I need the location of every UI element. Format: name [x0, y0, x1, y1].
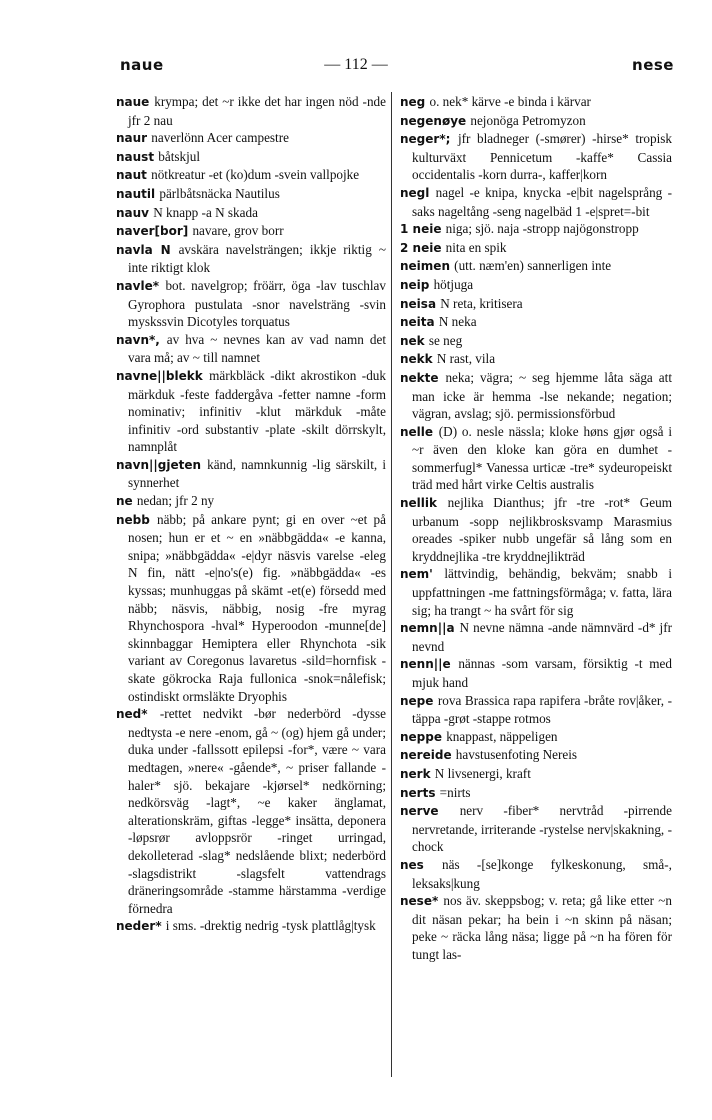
entry-definition: bot. navelgrop; fröärr, öga -lav tuschlav Gyrophora pustulata -snor navelsträng -svin myskssvin Dicotyles torquatus [128, 277, 386, 330]
entry-definition: navare, grov borr [192, 223, 284, 239]
entry-headword: 2 neie [400, 240, 442, 255]
entry-definition: N rast, vila [436, 351, 496, 367]
entry-definition: jfr bladneger (-smører) -hirse* tropisk kulturväxt Pennicetum -kaffe* Cassia occidentalis -korn durra-, kaffer|korn [412, 131, 672, 183]
entry-headword: negenøye [400, 113, 467, 128]
entry-definition: nerv -fiber* nervtråd -pirrende nervretande, irriterande -rystelse nerv|skakning, -chock [412, 803, 672, 855]
dictionary-entry [400, 93, 672, 112]
entry-headword: nese* [400, 894, 439, 909]
entry-headword: nem' [400, 567, 433, 582]
entry-definition: nännas -som varsam, försiktig -t med mjuk hand [412, 656, 672, 690]
entry-definition: neka; vägra; ~ seg hjemme låta säga att man icke är hemma -lse nekande; negation; vägran, avslag; sjö. permissionsförbud [412, 369, 672, 422]
entry-headword: ned* [116, 707, 148, 722]
entry-definition: märkbläck -dikt akrostikon -duk märkduk -feste faddergåva -fetter namne -form nominativ; infinitiv -klut märkduk -måte infinitiv -ord substantiv -plate -skilt dörrskylt, namnplåt [128, 367, 386, 455]
entry-definition: naverlönn Acer campestre [151, 130, 289, 146]
entry-definition: hötjuga [433, 276, 474, 292]
entry-definition: rova Brassica rapa rapifera -bråte rov|åker, -täppa -grøt -stappe rotmos [412, 692, 672, 727]
entry-definition: i sms. -drektig nedrig -tysk plattlåg|tysk [165, 918, 376, 934]
entry-definition: båtskjul [158, 148, 201, 164]
entry-headword: nerk [400, 766, 431, 781]
entry-headword: nelle [400, 424, 434, 439]
entry-definition: av hva ~ nevnes kan av vad namn det vara må; av ~ till namnet [128, 331, 386, 366]
entry-headword: ne [116, 494, 133, 509]
dictionary-entry [400, 784, 672, 803]
entry-headword: negl [400, 185, 430, 200]
entry-definition: =nirts [439, 784, 471, 800]
entry-definition: niga; sjö. naja -stropp najögonstropp [445, 221, 639, 237]
entry-definition: knappast, näppeligen [446, 728, 558, 744]
dictionary-entry [400, 332, 672, 351]
entry-headword: neita [400, 315, 435, 330]
entry-definition: näs -[se]konge fylkeskonung, små-, leksaks|kung [412, 856, 672, 891]
entry-headword: naut [116, 168, 147, 183]
entry-definition: krympa; det ~r ikke det har ingen nöd -nde jfr 2 nau [128, 94, 386, 128]
dictionary-entry [400, 892, 672, 963]
entry-definition: pärlbåtsnäcka Nautilus [159, 185, 280, 201]
entry-definition: N nevne nämna -ande nämnvärd -d* jfr nevnd [412, 620, 672, 654]
entry-headword: 1 neie [400, 222, 442, 237]
entry-headword: navla N [116, 242, 171, 257]
dictionary-entry [400, 619, 672, 655]
entry-headword: navne||blekk [116, 368, 203, 383]
entry-headword: nes [400, 857, 424, 872]
entry-headword: navn||gjeten [116, 457, 202, 472]
dictionary-entry [400, 313, 672, 332]
dictionary-entry [400, 350, 672, 369]
dictionary-entry [116, 166, 386, 185]
entry-headword: nellik [400, 496, 438, 511]
entry-headword: nerve [400, 804, 439, 819]
left-column [116, 93, 386, 936]
dictionary-entry [400, 655, 672, 691]
dictionary-entry [400, 746, 672, 765]
entry-headword: nereide [400, 748, 452, 763]
entry-definition: N livsenergi, kraft [434, 765, 531, 781]
dictionary-entry [116, 129, 386, 148]
dictionary-entry [116, 492, 386, 511]
dictionary-entry [400, 276, 672, 295]
left-guide-word: naue [120, 56, 164, 74]
entry-definition: lättvindig, behändig, bekväm; snabb i uppfattningen -me fattningsförmåga; v. fatta, lära sig; ha trangt ~ ha svårt för sig [412, 566, 672, 618]
entry-headword: naver[bor] [116, 224, 189, 239]
entry-headword: neg [400, 95, 426, 109]
entry-headword: neger*; [400, 132, 451, 147]
dictionary-entry [116, 222, 386, 241]
entry-headword: naur [116, 131, 148, 146]
dictionary-entry [116, 93, 386, 129]
entry-definition: N knapp -a N skada [153, 204, 258, 220]
right-column [400, 93, 672, 964]
dictionary-entry [400, 494, 672, 565]
dictionary-entry [116, 367, 386, 456]
entry-headword: naue [116, 95, 150, 109]
dictionary-entry [400, 765, 672, 784]
entry-definition: havstusenfoting Nereis [455, 747, 578, 763]
entry-definition: (utt. næm'en) sannerligen inte [454, 258, 612, 274]
entry-definition: nötkreatur -et (ko)dum -svein vallpojke [151, 167, 360, 183]
dictionary-entry [116, 511, 386, 706]
entry-definition: näbb; på ankare pynt; gi en over ~et på nosen; hun er et ~ en »näbbgädda« -e kanna, snipa; »näbbgädda« -e|dyr näsvis varelse -eleg N fin, nätt -e|no's(e) fig. »näbbgädda« -es kyssas; munhuggas på skämt -et(e) försedd med näbb; näsvis, näbbig, nosig -fre myrag Rhynchospora -hval* Hyperoodon -munne[de] skinnbaggar Hemiptera eller Rhynchota -sik variant av Coregonus lavaretus -sild=hornfisk -skate gökrocka Raja fullonica -snok=nålefisk; ostindiskt ormsläkte Dryophis [128, 511, 386, 704]
entry-definition: nejonöga Petromyzon [470, 112, 586, 128]
dictionary-entry [400, 423, 672, 494]
dictionary-entry [400, 184, 672, 220]
dictionary-entry [116, 241, 386, 277]
entry-headword: nenn||e [400, 657, 451, 672]
entry-headword: navn*, [116, 332, 160, 347]
entry-headword: nekk [400, 352, 433, 367]
dictionary-entry [400, 692, 672, 728]
entry-definition: nedan; jfr 2 ny [136, 493, 215, 509]
entry-headword: neip [400, 277, 430, 292]
dictionary-entry [400, 220, 672, 239]
dictionary-entry [400, 295, 672, 314]
dictionary-entry [116, 185, 386, 204]
entry-definition: (D) o. nesle nässla; kloke høns gjør også i ~r även den kloke kan göra en dumhet -sommerfugl* Vanessa urticæ -tre* sydeuropeiskt träd med hårt virke Celtis australis [412, 423, 672, 493]
right-guide-word: nese [632, 56, 674, 74]
page-header [0, 54, 712, 80]
dictionary-entry [400, 369, 672, 423]
entry-headword: naust [116, 149, 155, 164]
dictionary-entry [400, 565, 672, 619]
entry-definition: känd, namnkunnig -lig särskilt, i synnerhet [128, 456, 386, 491]
entry-headword: nebb [116, 512, 150, 527]
entry-definition: nejlika Dianthus; jfr -tre -rot* Geum urbanum -sopp nejlikbrosksvamp Marasmius oreades -spiker nubb ungefär så lång som en kryddnejlika -tre kryddnejlikträd [412, 495, 672, 564]
entry-headword: nauv [116, 205, 150, 220]
entry-definition: nita en spik [445, 239, 507, 255]
entry-definition: se neg [428, 332, 463, 348]
entry-definition: o. nek* kärve -e binda i kärvar [429, 94, 591, 109]
entry-headword: nemn||a [400, 621, 455, 636]
column-divider [391, 92, 392, 1077]
entry-definition: N neka [438, 314, 477, 330]
entry-headword: neisa [400, 296, 437, 311]
dictionary-entry [116, 148, 386, 167]
dictionary-entry [116, 331, 386, 367]
entry-definition: nagel -e knipa, knycka -e|bit nagelsprång -saks nageltång -seng nagelbäd 1 -e|spret=-bit [412, 184, 672, 219]
entry-headword: nautil [116, 186, 156, 201]
dictionary-entry [400, 728, 672, 747]
dictionary-entry [116, 705, 386, 917]
entry-definition: nos äv. skeppsbog; v. reta; gå like etter ~n dit näsan pekar; ha bein i ~n skinn på näsan; peke ~ räcka lång näsa; ligge på ~n ha fören för tungt las- [412, 893, 672, 962]
entry-headword: nek [400, 333, 425, 348]
dictionary-entry [400, 112, 672, 131]
entry-headword: navle* [116, 278, 159, 293]
dictionary-entry [116, 277, 386, 331]
dictionary-entry [400, 239, 672, 258]
entry-headword: neimen [400, 259, 450, 274]
dictionary-entry [400, 257, 672, 276]
dictionary-entry [400, 856, 672, 892]
dictionary-entry [116, 917, 386, 936]
dictionary-entry [400, 802, 672, 856]
entry-definition: -rettet nedvikt -bør nederbörd -dysse nedtysta -e nere -enom, gå ~ (og) hjem gå under; duka under -fallssott epilepsi -for*, være ~ vara medtagen, »nere« -gående*, ~ priser fallande -haler* sjö. bekajare -kjørsel* nedkörning; nedkörsväg -lagt*, ~e kaker änglamat, alterationskräm, giftas -legge* insätta, deponera -løpsrør avloppsrör -ringet urringad, dekolleterad -slag* nedslående blixt; nederbörd -slagsdistrikt -slagsfelt vattendrags dräneringsområde -stamme härstamma -verdige förnedra [128, 706, 386, 916]
entry-headword: neppe [400, 729, 442, 744]
entry-definition: N reta, kritisera [440, 295, 523, 311]
dictionary-entry [116, 456, 386, 492]
entry-headword: nepe [400, 693, 434, 708]
page-number: — 112 — [324, 56, 388, 73]
entry-headword: nekte [400, 370, 439, 385]
entry-headword: neder* [116, 919, 162, 934]
entry-headword: nerts [400, 785, 436, 800]
dictionary-entry [116, 204, 386, 223]
dictionary-entry [400, 130, 672, 184]
entry-definition: avskära navelsträngen; ikkje riktig ~ inte riktigt klok [128, 241, 386, 276]
